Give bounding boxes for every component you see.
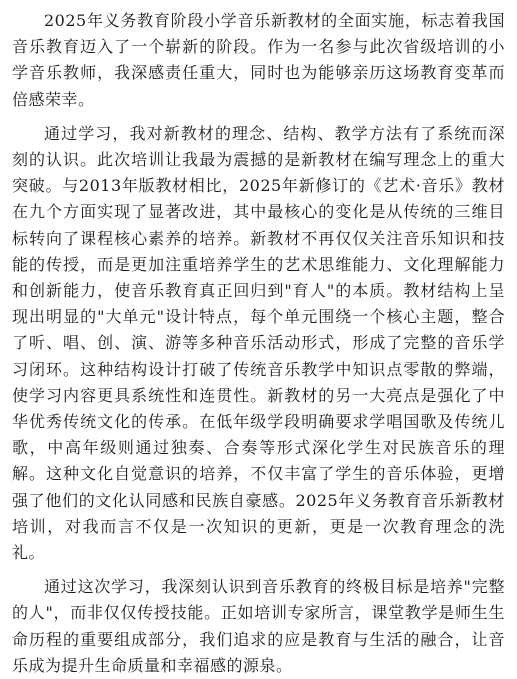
paragraph-intro: 2025年义务教育阶段小学音乐新教材的全面实施，标志着我国音乐教育迈入了一个崭新的阶段。作为一名参与此次省级培训的小学音乐教师，我深感责任重大，同时也为能够亲历这场教育变革而倍感荣幸。 — [12, 11, 505, 109]
paragraph-learning: 通过学习，我对新教材的理念、结构、教学方法有了系统而深刻的认识。此次培训让我最为震撼的是新教材在编写理念上的重大突破。与2013年版教材相比，2025年新修订的《艺术·音乐》教材在九个方面实现了显著改进，其中最核心的变化是从传统的三维目标转向了课程核心素养的培养。新教材不再仅仅关注音乐知识和技能的传授，而是更加注重培养学生的艺术思维能力、文化理解能力和创新能力，使音乐教育真正回归到"育人"的本质。教材结构上呈现出明显的"大单元"设计特点，每个单元围绕一个核心主题，整合了听、唱、创、演、游等多种音乐活动形式，形成了完整的音乐学习闭环。这种结构设计打破了传统音乐教学中知识点零散的弊端，使学习内容更具系统性和连贯性。新教材的另一大亮点是强化了中华优秀传统文化的传承。在低年级学段明确要求学唱国歌及传统儿歌，中高年级则通过独奏、合奏等形式深化学生对民族音乐的理解。这种文化自觉意识的培养，不仅丰富了学生的音乐体验，更增强了他们的文化认同感和民族自豪感。2025年义务教育音乐新教材培训，对我而言不仅是一次知识的更新，更是一次教育理念的洗礼。 — [12, 123, 505, 563]
paragraph-conclusion: 通过这次学习，我深刻认识到音乐教育的终极目标是培养"完整的人"，而非仅仅传授技能。正如培训专家所言，课堂教学是师生生命历程的重要组成部分，我们追求的应是教育与生活的融合，让音乐成为提升生命质量和幸福感的源泉。 — [12, 577, 505, 675]
